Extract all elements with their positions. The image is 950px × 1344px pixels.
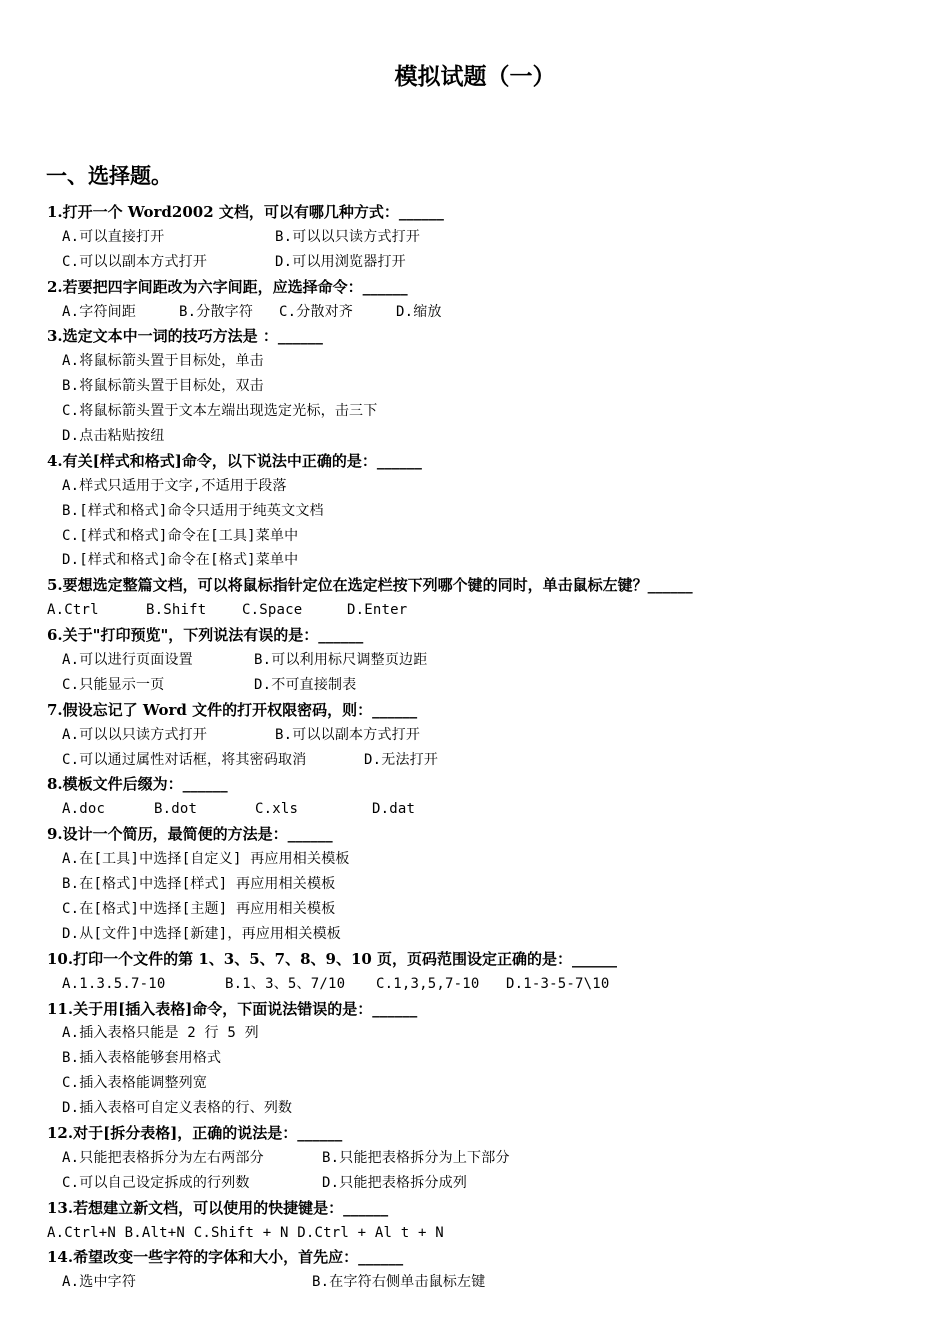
question-item — [0, 623, 950, 698]
question-list — [0, 200, 950, 1295]
option-row — [0, 499, 950, 524]
answer-option: A.Ctrl — [47, 602, 99, 619]
answer-option: A.1.3.5.7-10 — [62, 975, 166, 992]
option-row — [0, 1270, 950, 1295]
answer-option: D.从[文件]中选择[新建]，再应用相关模板 — [62, 925, 341, 942]
question-item — [0, 1196, 950, 1246]
answer-option: D.插入表格可自定义表格的行、列数 — [62, 1100, 293, 1117]
option-row — [0, 1146, 950, 1171]
answer-option: A.可以进行页面设置 — [62, 652, 193, 669]
answer-option: A.可以以只读方式打开 — [62, 726, 208, 743]
option-row — [0, 748, 950, 773]
answer-option: B.dot — [154, 801, 198, 818]
option-row — [0, 349, 950, 374]
option-row — [0, 474, 950, 499]
option-row — [0, 797, 950, 822]
answer-option: A.只能把表格拆分为左右两部分 — [62, 1149, 264, 1166]
answer-option: C.将鼠标箭头置于文本左端出现选定光标，击三下 — [62, 403, 378, 420]
question-text: 8.模板文件后缀为：______ — [47, 775, 228, 794]
question-item — [0, 822, 950, 946]
answer-option: B.1、3、5、7/10 — [225, 975, 346, 992]
answer-option: B.在字符右侧单击鼠标左键 — [312, 1274, 486, 1291]
option-row — [0, 225, 950, 250]
answer-option: C.[样式和格式]命令在[工具]菜单中 — [62, 527, 299, 544]
answer-option: B.[样式和格式]命令只适用于纯英文文档 — [62, 502, 324, 519]
answer-option: D.缩放 — [396, 303, 442, 320]
answer-option: D.可以用浏览器打开 — [275, 253, 406, 270]
answer-option: B.分散字符 — [179, 303, 254, 320]
answer-option: A.在[工具]中选择[自定义] 再应用相关模板 — [62, 851, 350, 868]
answer-option: B.可以利用标尺调整页边距 — [254, 652, 428, 669]
question-text: 14.希望改变一些字符的字体和大小，首先应：______ — [47, 1248, 404, 1267]
page-title: 模拟试题（一） — [394, 64, 556, 90]
option-row — [0, 1171, 950, 1196]
section-heading: 一、选择题。 — [46, 164, 172, 188]
question-text: 7.假设忘记了 Word 文件的打开权限密码，则：______ — [47, 700, 418, 719]
option-row — [0, 723, 950, 748]
answer-option: D.[样式和格式]命令在[格式]菜单中 — [62, 552, 299, 569]
question-text: 3.选定文本中一词的技巧方法是 ：______ — [47, 327, 323, 346]
option-row — [0, 1221, 950, 1246]
answer-option: C.1,3,5,7-10 — [376, 975, 480, 992]
option-row — [0, 524, 950, 549]
answer-option: B.可以以只读方式打开 — [275, 228, 421, 245]
answer-option: D.1-3-5-7\10 — [506, 975, 610, 992]
answer-option: C.分散对齐 — [279, 303, 354, 320]
question-item — [0, 1245, 950, 1295]
answer-option: B.插入表格能够套用格式 — [62, 1050, 222, 1067]
answer-option: A.Ctrl+N B.Alt+N C.Shift + N D.Ctrl + Al t + N — [47, 1224, 444, 1241]
question-text: 10.打印一个文件的第 1、3、5、7、8、9、10 页，页码范围设定正确的是：______ — [47, 949, 618, 968]
answer-option: A.可以直接打开 — [62, 228, 165, 245]
question-text: 2.若要把四字间距改为六字间距，应选择命令：______ — [47, 277, 408, 296]
answer-option: B.只能把表格拆分为上下部分 — [322, 1149, 510, 1166]
answer-option: B.可以以副本方式打开 — [275, 726, 421, 743]
question-item — [0, 997, 950, 1121]
option-row — [0, 598, 950, 623]
option-row — [0, 648, 950, 673]
question-text: 6.关于"打印预览"，下列说法有误的是：______ — [47, 626, 364, 645]
answer-option: C.可以自己设定拆成的行列数 — [62, 1174, 250, 1191]
option-row — [0, 872, 950, 897]
answer-option: C.xls — [255, 801, 299, 818]
question-item — [0, 324, 950, 448]
answer-option: A.字符间距 — [62, 303, 137, 320]
answer-option: B.将鼠标箭头置于目标处，双击 — [62, 378, 264, 395]
question-text: 12.对于[拆分表格]，正确的说法是：______ — [47, 1123, 343, 1142]
option-row — [0, 1021, 950, 1046]
option-row — [0, 399, 950, 424]
answer-option: D.无法打开 — [364, 751, 439, 768]
answer-option: D.点击粘贴按纽 — [62, 428, 165, 445]
answer-option: C.只能显示一页 — [62, 676, 165, 693]
answer-option: C.Space — [242, 602, 303, 619]
question-text: 11.关于用[插入表格]命令，下面说法错误的是：______ — [47, 999, 418, 1018]
answer-option: D.dat — [372, 801, 416, 818]
answer-option: D.Enter — [347, 602, 408, 619]
answer-option: D.不可直接制表 — [254, 676, 357, 693]
option-row — [0, 250, 950, 275]
question-item — [0, 275, 950, 325]
answer-option: A.选中字符 — [62, 1274, 137, 1291]
option-row — [0, 424, 950, 449]
question-text: 9.设计一个简历，最简便的方法是：______ — [47, 825, 333, 844]
answer-option: A.doc — [62, 801, 106, 818]
question-text: 13.若想建立新文档，可以使用的快捷键是：______ — [47, 1198, 389, 1217]
answer-option: B.在[格式]中选择[样式] 再应用相关模板 — [62, 876, 336, 893]
option-row — [0, 847, 950, 872]
answer-option: C.可以以副本方式打开 — [62, 253, 208, 270]
question-item — [0, 772, 950, 822]
option-row — [0, 1046, 950, 1071]
question-text: 5.要想选定整篇文档，可以将鼠标指针定位在选定栏按下列哪个键的同时，单击鼠标左键？______ — [47, 576, 693, 595]
question-item — [0, 1121, 950, 1196]
question-item — [0, 698, 950, 773]
question-item — [0, 947, 950, 997]
question-item — [0, 573, 950, 623]
option-row — [0, 374, 950, 399]
answer-option: A.将鼠标箭头置于目标处，单击 — [62, 353, 264, 370]
option-row — [0, 548, 950, 573]
question-item — [0, 200, 950, 275]
question-item — [0, 449, 950, 573]
option-row — [0, 1096, 950, 1121]
option-row — [0, 922, 950, 947]
answer-option: C.在[格式]中选择[主题] 再应用相关模板 — [62, 900, 336, 917]
answer-option: A.插入表格只能是 2 行 5 列 — [62, 1025, 259, 1042]
answer-option: C.插入表格能调整列宽 — [62, 1075, 208, 1092]
option-row — [0, 673, 950, 698]
option-row — [0, 897, 950, 922]
question-text: 1.打开一个 Word2002 文档，可以有哪几种方式：______ — [47, 203, 444, 221]
answer-option: D.只能把表格拆分成列 — [322, 1174, 468, 1191]
answer-option: A.样式只适用于文字,不适用于段落 — [62, 477, 287, 494]
answer-option: B.Shift — [146, 602, 207, 619]
option-row — [0, 300, 950, 325]
option-row — [0, 972, 950, 997]
answer-option: C.可以通过属性对话框，将其密码取消 — [62, 751, 307, 768]
question-text: 4.有关[样式和格式]命令，以下说法中正确的是：______ — [47, 451, 422, 470]
option-row — [0, 1071, 950, 1096]
